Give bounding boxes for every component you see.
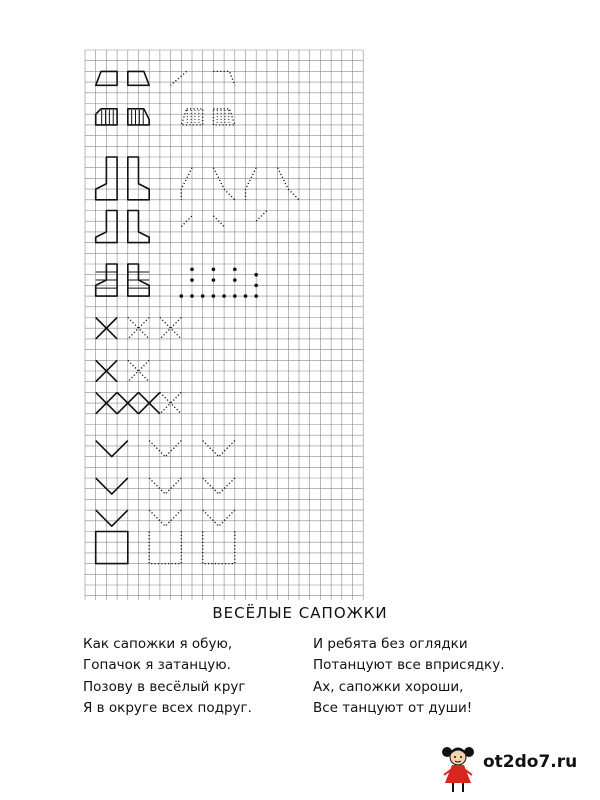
poem-stanza-right xyxy=(313,634,505,719)
poem-line: Гопачок я затанцую. xyxy=(83,657,231,674)
poem-line: Все танцуют от души! xyxy=(313,699,473,716)
poem-line: Как сапожки я обую, xyxy=(83,636,233,652)
poem-stanza-left xyxy=(83,634,252,719)
poem-line: Ах, сапожки хороши, xyxy=(313,678,464,695)
site-watermark: ot2do7.ru xyxy=(483,752,578,772)
graph-paper-grid xyxy=(85,50,363,600)
poem-line: И ребята без оглядки xyxy=(313,636,468,652)
poem-line: Потанцуют все вприсядку. xyxy=(313,657,505,674)
poem-line: Я в округе всех подруг. xyxy=(83,699,252,716)
poem-title: ВЕСЁЛЫЕ САПОЖКИ xyxy=(212,604,388,622)
girl-in-red-dress-icon xyxy=(438,743,478,795)
poem-line: Позову в весёлый круг xyxy=(83,678,246,695)
